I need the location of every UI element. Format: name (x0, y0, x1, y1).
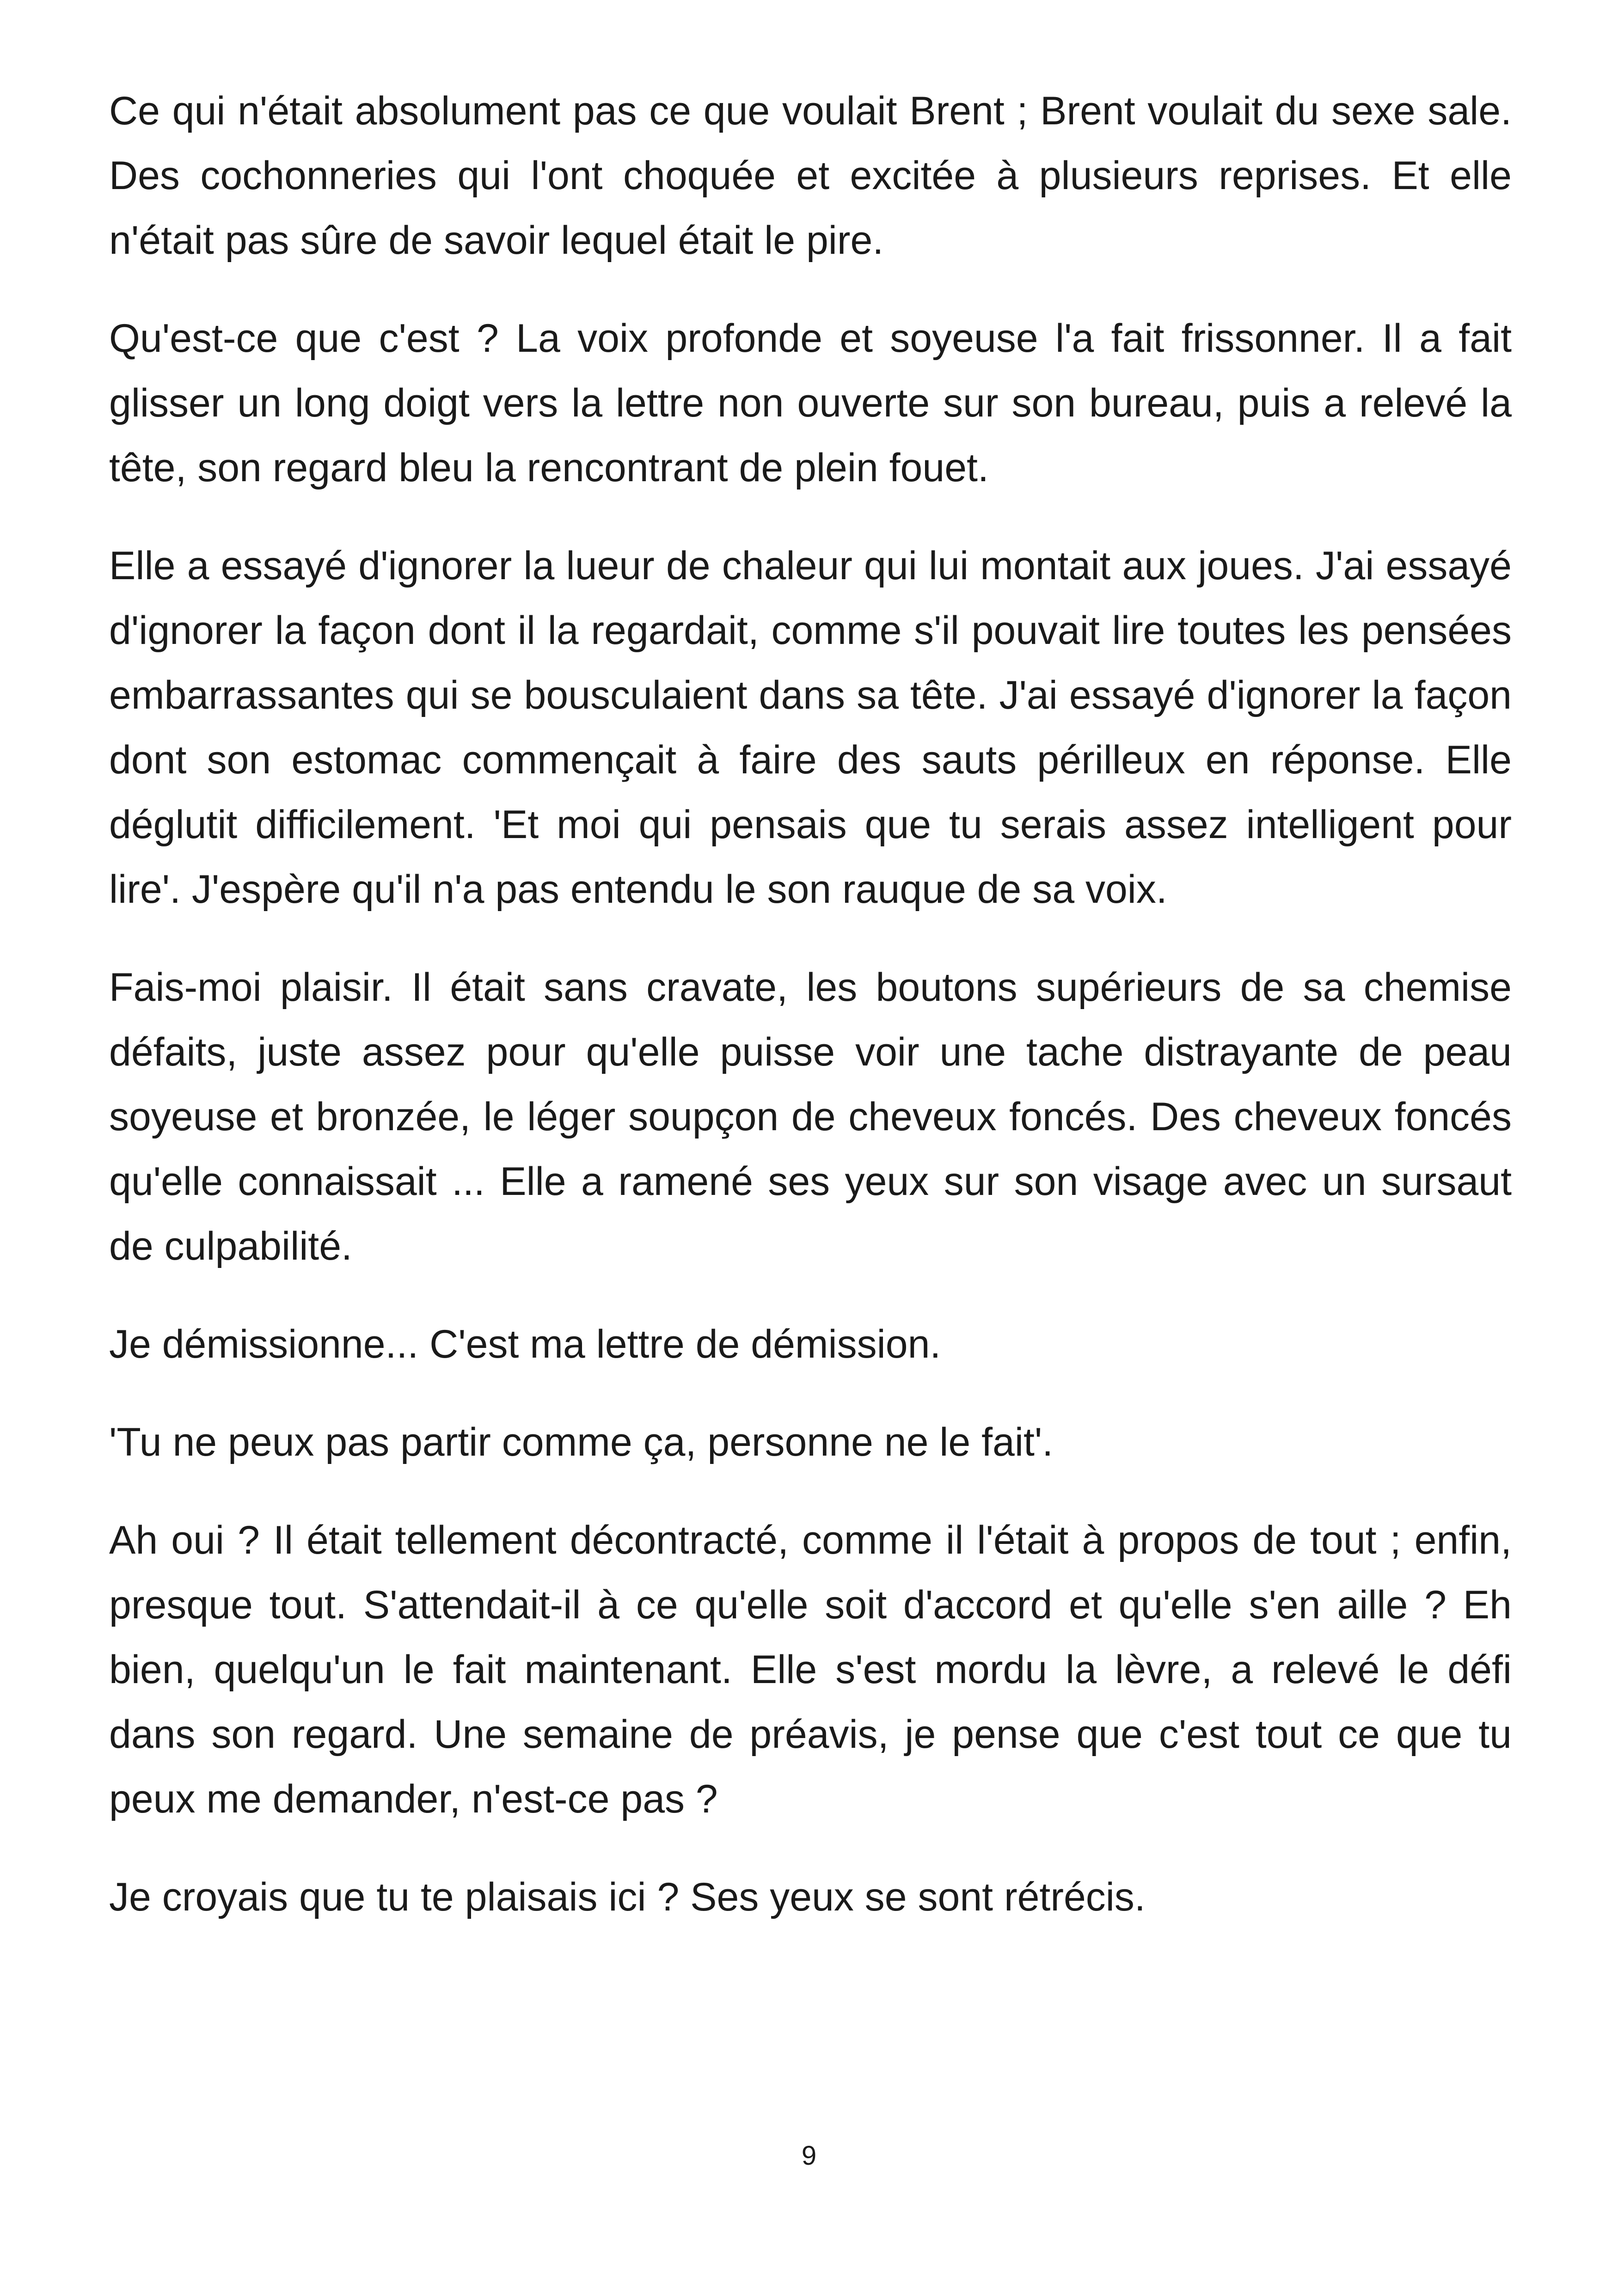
paragraph: Qu'est-ce que c'est ? La voix profonde et soyeuse l'a fait frissonner. Il a fait glisser un long doigt vers la lettre non ouverte sur son bureau, puis a relevé la tête, son regard bleu la rencontrant de plein fouet. (109, 316, 1512, 490)
page-number: 9 (801, 2141, 817, 2171)
paragraph: 'Tu ne peux pas partir comme ça, personne ne le fait'. (109, 1420, 1054, 1464)
paragraph: Fais-moi plaisir. Il était sans cravate, les boutons supérieurs de sa chemise défaits, juste assez pour qu'elle puisse voir une tache distrayante de peau soyeuse et bronzée, le léger soupçon de cheveux foncés. Des cheveux foncés qu'elle connaissait ... Elle a ramené ses yeux sur son visage avec un sursaut de culpabilité. (109, 965, 1512, 1268)
body-text (109, 79, 1512, 1963)
paragraph: Je démissionne... C'est ma lettre de démission. (109, 1322, 941, 1366)
paragraph: Ce qui n'était absolument pas ce que voulait Brent ; Brent voulait du sexe sale. Des cochonneries qui l'ont choquée et excitée à plusieurs reprises. Et elle n'était pas sûre de savoir lequel était le pire. (109, 89, 1512, 263)
paragraph: Elle a essayé d'ignorer la lueur de chaleur qui lui montait aux joues. J'ai essayé d'ignorer la façon dont il la regardait, comme s'il pouvait lire toutes les pensées embarrassantes qui se bousculaient dans sa tête. J'ai essayé d'ignorer la façon dont son estomac commençait à faire des sauts périlleux en réponse. Elle déglutit difficilement. 'Et moi qui pensais que tu serais assez intelligent pour lire'. J'espère qu'il n'a pas entendu le son rauque de sa voix. (109, 544, 1512, 912)
paragraph: Ah oui ? Il était tellement décontracté, comme il l'était à propos de tout ; enfin, presque tout. S'attendait-il à ce qu'elle soit d'accord et qu'elle s'en aille ? Eh bien, quelqu'un le fait maintenant. Elle s'est mordu la lèvre, a relevé le défi dans son regard. Une semaine de préavis, je pense que c'est tout ce que tu peux me demander, n'est-ce pas ? (109, 1518, 1512, 1821)
paragraph: Je croyais que tu te plaisais ici ? Ses yeux se sont rétrécis. (109, 1875, 1146, 1919)
